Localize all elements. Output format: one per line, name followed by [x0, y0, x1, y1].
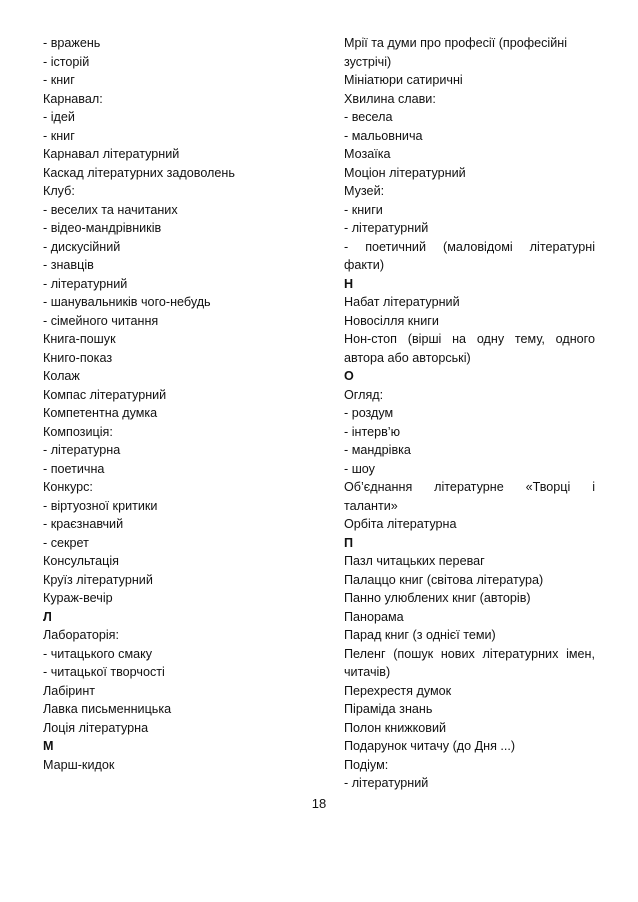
list-entry: Музей: [344, 184, 385, 198]
section-letter-heading: Н [344, 276, 354, 291]
list-entry: Хвилина слави: [344, 91, 436, 106]
list-entry: - поетичний (маловідомі літературні факти) [344, 239, 595, 272]
list-entry: - весела [344, 110, 393, 124]
list-entry: Карнавал літературний [43, 147, 180, 161]
list-entry: - секрет [43, 535, 89, 550]
list-entry: Нон-стоп (вірші на одну тему, одного автора або авторські) [344, 332, 595, 365]
list-entry: - роздум [344, 406, 394, 420]
list-entry: - відео-мандрівників [43, 221, 162, 235]
list-entry: - мальовнича [344, 128, 423, 143]
list-entry: Конкурс: [43, 480, 93, 494]
list-entry: - інтерв’ю [344, 424, 401, 439]
list-entry: - книг [43, 128, 75, 143]
list-entry: - краєзнавчий [43, 517, 124, 531]
list-entry: Подарунок читачу (до Дня ...) [344, 739, 516, 753]
list-entry: Полон книжковий [344, 720, 447, 735]
list-entry: Мрії та думи про професії (професійні зустрічі) [344, 36, 567, 69]
list-entry: Композиція: [43, 424, 113, 439]
list-entry: - знавців [43, 258, 94, 272]
list-entry: - літературний [344, 776, 429, 790]
list-entry: Клуб: [43, 184, 75, 198]
list-entry: - дискусійний [43, 239, 121, 254]
right-column [344, 34, 595, 793]
page-number: 18 [311, 796, 327, 811]
list-entry: - сімейного читання [43, 313, 159, 328]
list-entry: - літературна [43, 443, 121, 457]
list-entry: Парад книг (з однієї теми) [344, 628, 496, 642]
list-entry: Пазл читацьких переваг [344, 554, 485, 568]
list-entry: - поетична [43, 461, 105, 476]
list-entry: Кураж-вечір [43, 591, 113, 605]
list-entry: Новосілля книги [344, 313, 439, 328]
list-entry: - історій [43, 54, 90, 69]
list-entry: Набат літературний [344, 295, 460, 309]
list-entry: Подіум: [344, 757, 389, 772]
list-entry: Консультація [43, 554, 119, 568]
list-entry: Лабораторія: [43, 628, 119, 642]
list-entry: - шоу [344, 461, 375, 476]
list-entry: - книги [344, 202, 383, 217]
list-entry: - читацької творчості [43, 665, 165, 679]
list-entry: Панорама [344, 609, 404, 624]
left-column [43, 34, 305, 774]
list-entry: Компас літературний [43, 387, 167, 402]
list-entry: Круїз літературний [43, 572, 153, 587]
list-entry: Лабіринт [43, 683, 96, 698]
list-entry: Піраміда знань [344, 702, 433, 716]
list-entry: - віртуозної критики [43, 498, 158, 513]
list-entry: - ідей [43, 110, 75, 124]
list-entry: Перехрестя думок [344, 683, 452, 698]
list-entry: Книго-показ [43, 350, 113, 365]
list-entry: - вражень [43, 36, 101, 50]
list-entry: Карнавал: [43, 91, 103, 106]
list-entry: - літературний [43, 276, 128, 291]
list-entry: Орбіта літературна [344, 517, 457, 531]
list-entry: Огляд: [344, 387, 384, 402]
list-entry: Панно улюблених книг (авторів) [344, 591, 531, 605]
list-entry: - читацького смаку [43, 646, 153, 661]
list-entry: Марш-кидок [43, 757, 115, 772]
list-entry: Об’єднання літературне «Творці і таланти» [344, 480, 595, 513]
list-entry: Палаццо книг (світова література) [344, 572, 544, 587]
list-entry: Книга-пошук [43, 332, 116, 346]
list-entry: Мініатюри сатиричні [344, 73, 463, 87]
list-entry: Лавка письменницька [43, 702, 172, 716]
section-letter-heading: М [43, 739, 54, 753]
list-entry: Пеленг (пошук нових літературних імен, читачів) [344, 646, 595, 679]
section-letter-heading: О [344, 369, 354, 383]
list-entry: Моціон літературний [344, 165, 466, 180]
list-entry: - шанувальників чого-небудь [43, 295, 211, 309]
list-entry: - мандрівка [344, 443, 411, 457]
list-entry: - веселих та начитаних [43, 202, 178, 217]
section-letter-heading: Л [43, 609, 52, 624]
list-entry: Каскад літературних задоволень [43, 165, 235, 180]
list-entry: Компетентна думка [43, 406, 158, 420]
list-entry: Мозаїка [344, 147, 391, 161]
list-entry: - книг [43, 73, 75, 87]
list-entry: Лоція літературна [43, 720, 149, 735]
list-entry: Колаж [43, 369, 80, 383]
list-entry: - літературний [344, 221, 429, 235]
section-letter-heading: П [344, 535, 354, 550]
